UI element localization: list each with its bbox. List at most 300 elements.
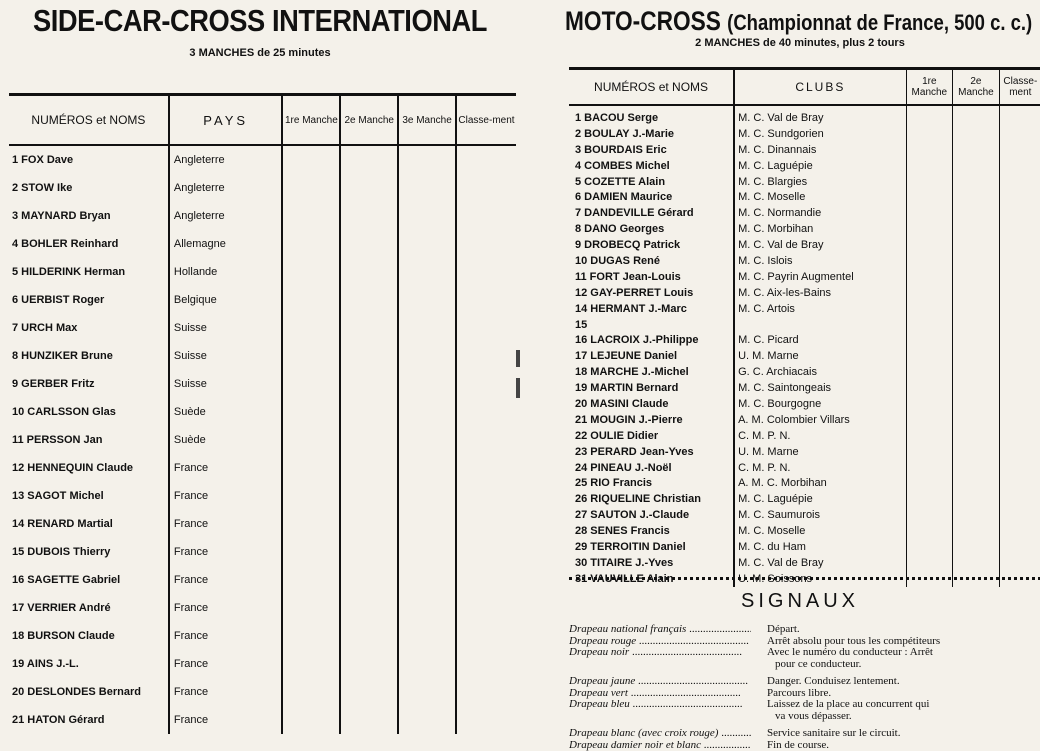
manche-1-cell — [906, 174, 953, 190]
table-row — [9, 538, 516, 566]
manche-1-cell — [906, 301, 953, 317]
side-car-cross-page — [0, 0, 520, 59]
table-row — [569, 205, 1040, 221]
rider-name: 24 PINEAU J.-Noël — [569, 460, 734, 476]
rider-name: 12 GAY-PERRET Louis — [569, 285, 734, 301]
classement-cell — [456, 174, 516, 202]
header-manche-2: 2e Manche — [340, 95, 398, 146]
manche-1-cell — [906, 444, 953, 460]
rider-club: M. C. Picard — [734, 332, 906, 348]
manche-2-cell — [340, 258, 398, 286]
signal-meaning-line: va vous dépasser. — [767, 710, 852, 722]
manche-2-cell — [340, 370, 398, 398]
manche-2-cell — [953, 348, 1000, 364]
manche-2-cell — [340, 650, 398, 678]
manche-1-cell — [906, 317, 953, 333]
table-row — [9, 566, 516, 594]
table-row — [569, 158, 1040, 174]
manche-1-cell — [282, 566, 340, 594]
manche-1-cell — [906, 491, 953, 507]
classement-cell — [999, 301, 1040, 317]
manche-3-cell — [398, 566, 456, 594]
table-row — [9, 174, 516, 202]
manche-1-cell — [282, 650, 340, 678]
manche-1-cell — [906, 285, 953, 301]
competitor-country: France — [169, 566, 283, 594]
manche-2-cell — [953, 332, 1000, 348]
classement-cell — [456, 370, 516, 398]
manche-1-cell — [906, 460, 953, 476]
manche-1-cell — [906, 380, 953, 396]
table-row — [9, 426, 516, 454]
manche-3-cell — [398, 594, 456, 622]
manche-2-cell — [953, 412, 1000, 428]
table-row — [9, 594, 516, 622]
manche-3-cell — [398, 510, 456, 538]
manche-1-cell — [906, 205, 953, 221]
manche-2-cell — [953, 539, 1000, 555]
manche-3-cell — [398, 678, 456, 706]
classement-cell — [999, 105, 1040, 126]
manche-3-cell — [398, 706, 456, 734]
manche-1-cell — [906, 539, 953, 555]
competitor-name: 5 HILDERINK Herman — [9, 258, 169, 286]
table-row — [9, 482, 516, 510]
manche-2-cell — [340, 202, 398, 230]
signal-meaning-line: Avec le numéro du conducteur : Arrêt — [759, 646, 933, 658]
manche-1-cell — [906, 364, 953, 380]
header-manche-1: 1re Manche — [906, 69, 953, 106]
rider-name: 30 TITAIRE J.-Yves — [569, 555, 734, 571]
signal-row — [569, 728, 1040, 740]
manche-1-cell — [906, 126, 953, 142]
manche-1-cell — [282, 538, 340, 566]
manche-3-cell — [398, 370, 456, 398]
signals-list — [569, 624, 1040, 751]
classement-cell — [999, 428, 1040, 444]
classement-cell — [999, 348, 1040, 364]
table-row — [569, 269, 1040, 285]
classement-cell — [456, 145, 516, 174]
classement-cell — [456, 678, 516, 706]
manche-1-cell — [282, 678, 340, 706]
signal-meaning-line: Arrêt absolu pour tous les compétiteurs — [759, 635, 940, 647]
moto-cross-rows — [569, 105, 1040, 587]
competitor-name: 10 CARLSSON Glas — [9, 398, 169, 426]
classement-cell — [999, 174, 1040, 190]
manche-2-cell — [340, 538, 398, 566]
manche-1-cell — [282, 145, 340, 174]
competitor-name: 8 HUNZIKER Brune — [9, 342, 169, 370]
table-row — [569, 348, 1040, 364]
signal-row — [569, 699, 1040, 722]
table-row — [569, 507, 1040, 523]
rider-club: M. C. Islois — [734, 253, 906, 269]
competitor-country: France — [169, 650, 283, 678]
manche-2-cell — [953, 253, 1000, 269]
rider-club: A. M. C. Morbihan — [734, 475, 906, 491]
table-row — [569, 105, 1040, 126]
rider-club — [734, 317, 906, 333]
rider-club: G. C. Archiacais — [734, 364, 906, 380]
table-row — [569, 221, 1040, 237]
manche-2-cell — [953, 189, 1000, 205]
header-numeros-noms: NUMÉROS et NOMS — [9, 95, 169, 146]
manche-1-cell — [282, 622, 340, 650]
table-row — [569, 142, 1040, 158]
competitor-name: 7 URCH Max — [9, 314, 169, 342]
table-row — [9, 622, 516, 650]
classement-cell — [456, 202, 516, 230]
competitor-name: 21 HATON Gérard — [9, 706, 169, 734]
signal-flag: Drapeau national français ..... — [569, 624, 751, 636]
manche-1-cell — [906, 105, 953, 126]
classement-cell — [456, 258, 516, 286]
header-classement: Classe-ment — [999, 69, 1040, 106]
table-row — [569, 444, 1040, 460]
signal-meaning-line: pour ce conducteur. — [767, 658, 861, 670]
manche-1-cell — [282, 342, 340, 370]
rider-club: A. M. Colombier Villars — [734, 412, 906, 428]
competitor-country: France — [169, 678, 283, 706]
manche-3-cell — [398, 426, 456, 454]
rider-club: M. C. Aix-les-Bains — [734, 285, 906, 301]
manche-3-cell — [398, 650, 456, 678]
classement-cell — [999, 523, 1040, 539]
signal-meaning — [751, 624, 1040, 636]
rider-name: 11 FORT Jean-Louis — [569, 269, 734, 285]
header-classement: Classe-ment — [456, 95, 516, 146]
manche-1-cell — [906, 475, 953, 491]
classement-cell — [999, 253, 1040, 269]
manche-1-cell — [282, 594, 340, 622]
manche-2-cell — [953, 523, 1000, 539]
manche-1-cell — [906, 237, 953, 253]
manche-3-cell — [398, 286, 456, 314]
rider-club: M. C. Morbihan — [734, 221, 906, 237]
competitor-country: Hollande — [169, 258, 283, 286]
classement-cell — [999, 158, 1040, 174]
manche-1-cell — [906, 523, 953, 539]
rider-name: 6 DAMIEN Maurice — [569, 189, 734, 205]
table-row — [569, 317, 1040, 333]
table-row — [9, 398, 516, 426]
manche-1-cell — [906, 142, 953, 158]
manche-2-cell — [340, 482, 398, 510]
classement-cell — [456, 622, 516, 650]
signal-flag: Drapeau rouge ..... — [569, 636, 751, 648]
rider-club: M. C. Laguépie — [734, 158, 906, 174]
classement-cell — [999, 507, 1040, 523]
rider-name: 5 COZETTE Alain — [569, 174, 734, 190]
classement-cell — [456, 482, 516, 510]
rider-name: 15 — [569, 317, 734, 333]
table-row — [569, 174, 1040, 190]
competitor-name: 14 RENARD Martial — [9, 510, 169, 538]
classement-cell — [456, 426, 516, 454]
classement-cell — [456, 706, 516, 734]
margin-mark — [516, 350, 520, 367]
classement-cell — [456, 538, 516, 566]
manche-2-cell — [953, 396, 1000, 412]
rider-club: M. C. Saintongeais — [734, 380, 906, 396]
manche-2-cell — [953, 301, 1000, 317]
rider-club: M. C. Laguépie — [734, 491, 906, 507]
signal-row — [569, 624, 1040, 636]
manche-2-cell — [953, 237, 1000, 253]
competitor-name: 13 SAGOT Michel — [9, 482, 169, 510]
competitor-country: France — [169, 454, 283, 482]
competitor-name: 1 FOX Dave — [9, 145, 169, 174]
competitor-country: Suède — [169, 426, 283, 454]
competitor-country: Belgique — [169, 286, 283, 314]
signal-row — [569, 647, 1040, 670]
rider-name: 7 DANDEVILLE Gérard — [569, 205, 734, 221]
rider-name: 22 OULIE Didier — [569, 428, 734, 444]
manche-3-cell — [398, 314, 456, 342]
side-car-title: SIDE-CAR-CROSS INTERNATIONAL — [31, 3, 489, 39]
manche-3-cell — [398, 174, 456, 202]
manche-1-cell — [906, 396, 953, 412]
rider-club: M. C. Dinannais — [734, 142, 906, 158]
classement-cell — [999, 269, 1040, 285]
table-row — [9, 454, 516, 482]
header-pays: PAYS — [169, 95, 283, 146]
competitor-country: Angleterre — [169, 202, 283, 230]
manche-1-cell — [906, 507, 953, 523]
table-row — [569, 523, 1040, 539]
classement-cell — [999, 317, 1040, 333]
manche-1-cell — [282, 706, 340, 734]
manche-2-cell — [340, 230, 398, 258]
competitor-name: 17 VERRIER André — [9, 594, 169, 622]
table-row — [9, 650, 516, 678]
signal-meaning — [751, 740, 1040, 751]
manche-3-cell — [398, 258, 456, 286]
manche-1-cell — [282, 258, 340, 286]
manche-3-cell — [398, 454, 456, 482]
table-row — [9, 370, 516, 398]
classement-cell — [999, 539, 1040, 555]
manche-2-cell — [953, 174, 1000, 190]
manche-2-cell — [340, 426, 398, 454]
signal-flag: Drapeau damier noir et blanc ..... — [569, 740, 751, 751]
competitor-name: 15 DUBOIS Thierry — [9, 538, 169, 566]
rider-name: 16 LACROIX J.-Philippe — [569, 332, 734, 348]
rider-club: M. C. Bourgogne — [734, 396, 906, 412]
manche-3-cell — [398, 230, 456, 258]
rider-name: 25 RIO Francis — [569, 475, 734, 491]
manche-2-cell — [953, 205, 1000, 221]
side-car-rows — [9, 145, 516, 734]
manche-1-cell — [282, 286, 340, 314]
table-row — [569, 253, 1040, 269]
table-row — [569, 396, 1040, 412]
manche-3-cell — [398, 202, 456, 230]
signal-flag: Drapeau noir ..... — [569, 647, 751, 670]
rider-name: 3 BOURDAIS Eric — [569, 142, 734, 158]
competitor-country: Suisse — [169, 342, 283, 370]
classement-cell — [456, 566, 516, 594]
header-clubs: CLUBS — [734, 69, 906, 106]
rider-name: 28 SENES Francis — [569, 523, 734, 539]
rider-name: 20 MASINI Claude — [569, 396, 734, 412]
manche-2-cell — [340, 510, 398, 538]
competitor-country: Angleterre — [169, 174, 283, 202]
manche-2-cell — [953, 444, 1000, 460]
competitor-name: 6 UERBIST Roger — [9, 286, 169, 314]
manche-1-cell — [906, 332, 953, 348]
classement-cell — [999, 380, 1040, 396]
rider-name: 18 MARCHE J.-Michel — [569, 364, 734, 380]
table-row — [9, 314, 516, 342]
manche-1-cell — [906, 428, 953, 444]
classement-cell — [456, 398, 516, 426]
table-row — [9, 258, 516, 286]
table-row — [9, 286, 516, 314]
manche-1-cell — [906, 221, 953, 237]
manche-3-cell — [398, 538, 456, 566]
rider-club: M. C. Artois — [734, 301, 906, 317]
table-row — [9, 230, 516, 258]
table-row — [569, 237, 1040, 253]
manche-1-cell — [282, 454, 340, 482]
manche-1-cell — [906, 158, 953, 174]
table-row — [9, 706, 516, 734]
table-row — [569, 126, 1040, 142]
manche-2-cell — [953, 555, 1000, 571]
classement-cell — [456, 650, 516, 678]
classement-cell — [999, 364, 1040, 380]
manche-3-cell — [398, 342, 456, 370]
classement-cell — [999, 285, 1040, 301]
signal-meaning — [751, 647, 1040, 670]
manche-2-cell — [340, 174, 398, 202]
rider-club: M. C. Payrin Augmentel — [734, 269, 906, 285]
rider-name: 27 SAUTON J.-Claude — [569, 507, 734, 523]
dotted-divider — [569, 577, 1040, 580]
rider-club: M. C. Sundgorien — [734, 126, 906, 142]
signal-meaning-line: Parcours libre. — [759, 687, 831, 699]
manche-2-cell — [953, 491, 1000, 507]
competitor-name: 3 MAYNARD Bryan — [9, 202, 169, 230]
table-row — [569, 475, 1040, 491]
competitor-name: 9 GERBER Fritz — [9, 370, 169, 398]
rider-name: 26 RIQUELINE Christian — [569, 491, 734, 507]
classement-cell — [999, 126, 1040, 142]
manche-2-cell — [953, 460, 1000, 476]
manche-2-cell — [340, 398, 398, 426]
manche-1-cell — [906, 269, 953, 285]
classement-cell — [999, 221, 1040, 237]
rider-name: 1 BACOU Serge — [569, 105, 734, 126]
classement-cell — [999, 444, 1040, 460]
moto-cross-title — [560, 6, 963, 37]
manche-2-cell — [953, 317, 1000, 333]
manche-2-cell — [340, 145, 398, 174]
side-car-header-row — [9, 95, 516, 146]
manche-1-cell — [282, 314, 340, 342]
competitor-name: 4 BOHLER Reinhard — [9, 230, 169, 258]
rider-name: 17 LEJEUNE Daniel — [569, 348, 734, 364]
table-row — [569, 555, 1040, 571]
table-row — [9, 145, 516, 174]
classement-cell — [999, 460, 1040, 476]
competitor-name: 2 STOW Ike — [9, 174, 169, 202]
rider-club: M. C. Val de Bray — [734, 105, 906, 126]
classement-cell — [456, 230, 516, 258]
manche-1-cell — [282, 202, 340, 230]
manche-2-cell — [953, 475, 1000, 491]
classement-cell — [999, 205, 1040, 221]
competitor-name: 16 SAGETTE Gabriel — [9, 566, 169, 594]
competitor-name: 12 HENNEQUIN Claude — [9, 454, 169, 482]
moto-cross-table — [569, 67, 1040, 587]
table-row — [569, 332, 1040, 348]
competitor-country: Suisse — [169, 370, 283, 398]
competitor-country: Angleterre — [169, 145, 283, 174]
manche-1-cell — [282, 510, 340, 538]
manche-2-cell — [340, 706, 398, 734]
signal-meaning-line: Départ. — [759, 623, 800, 635]
signal-flag: Drapeau bleu ..... — [569, 699, 751, 722]
competitor-country: France — [169, 510, 283, 538]
competitor-name: 18 BURSON Claude — [9, 622, 169, 650]
classement-cell — [456, 342, 516, 370]
manche-1-cell — [906, 253, 953, 269]
side-car-table — [9, 93, 516, 734]
manche-2-cell — [953, 126, 1000, 142]
manche-1-cell — [282, 370, 340, 398]
classement-cell — [999, 332, 1040, 348]
manche-2-cell — [953, 364, 1000, 380]
rider-club: U. M. Marne — [734, 444, 906, 460]
header-manche-2: 2e Manche — [953, 69, 1000, 106]
signal-flag: Drapeau jaune ..... — [569, 676, 751, 688]
manche-3-cell — [398, 398, 456, 426]
classement-cell — [456, 314, 516, 342]
classement-cell — [456, 286, 516, 314]
manche-3-cell — [398, 622, 456, 650]
classement-cell — [999, 491, 1040, 507]
rider-club: U. M. Marne — [734, 348, 906, 364]
manche-2-cell — [953, 158, 1000, 174]
rider-club: M. C. Val de Bray — [734, 237, 906, 253]
signal-meaning-line: Fin de course. — [759, 739, 829, 751]
competitor-country: Allemagne — [169, 230, 283, 258]
moto-cross-title-main: MOTO-CROSS — [565, 6, 721, 36]
rider-club: C. M. P. N. — [734, 460, 906, 476]
classement-cell — [999, 396, 1040, 412]
moto-cross-header-row — [569, 69, 1040, 106]
rider-club: M. C. Normandie — [734, 205, 906, 221]
competitor-name: 19 AINS J.-L. — [9, 650, 169, 678]
manche-1-cell — [906, 555, 953, 571]
classement-cell — [999, 555, 1040, 571]
manche-1-cell — [906, 189, 953, 205]
manche-2-cell — [953, 428, 1000, 444]
signal-meaning-line: Danger. Conduisez lentement. — [759, 675, 900, 687]
rider-club: M. C. du Ham — [734, 539, 906, 555]
signal-flag: Drapeau vert ..... — [569, 688, 751, 700]
table-row — [569, 539, 1040, 555]
moto-cross-page — [560, 0, 1040, 49]
header-manche-3: 3e Manche — [398, 95, 456, 146]
rider-club: C. M. P. N. — [734, 428, 906, 444]
classement-cell — [999, 189, 1040, 205]
manche-1-cell — [282, 482, 340, 510]
moto-cross-title-sub: (Championnat de France, 500 c. c.) — [727, 10, 1032, 35]
